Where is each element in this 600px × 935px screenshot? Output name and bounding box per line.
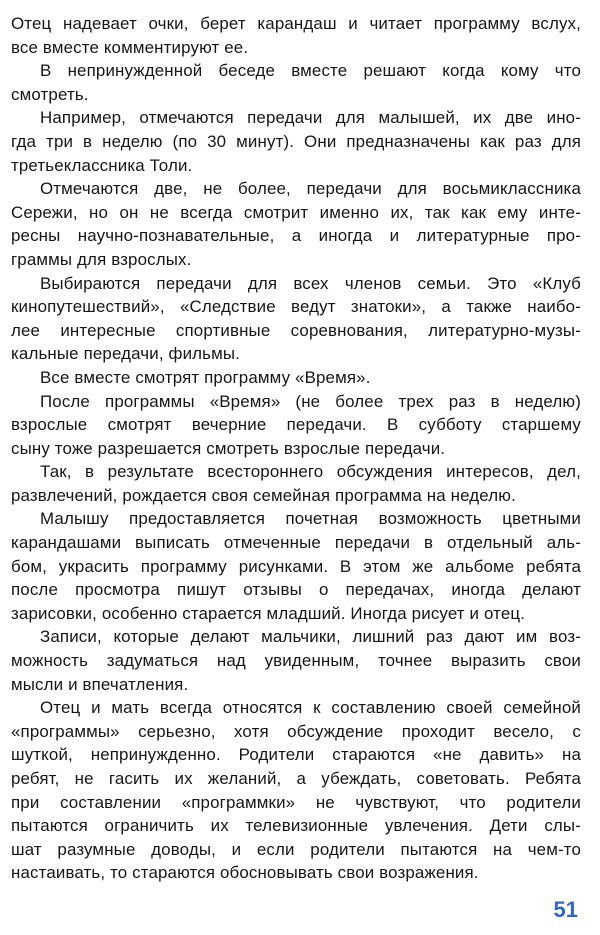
text-line: Отмечаются две, не более, передачи для восьмиклассника — [40, 179, 581, 199]
text-line: граммы для взрослых. — [11, 249, 192, 269]
text-line: смотреть. — [11, 84, 89, 104]
paragraph — [11, 390, 581, 461]
paragraph — [11, 460, 581, 507]
paragraph — [11, 507, 581, 625]
text-line: Записи, которые делают мальчики, лишний раз дают им воз- — [40, 627, 581, 647]
text-line: развлечений, рождается своя семейная программа на неделю. — [11, 485, 516, 505]
text-line: Все вместе смотрят программу «Время». — [40, 367, 371, 387]
text-line: взрослые смотрят вечерние передачи. В субботу старшему — [11, 415, 581, 435]
text-line: все вместе комментируют ее. — [11, 37, 249, 57]
text-line: шуткой, непринужденно. Родители стараются «не давить» на — [11, 745, 581, 765]
text-line: зарисовки, особенно старается младший. Иногда рисует и отец. — [11, 603, 526, 623]
text-line: после просмотра пишут отзывы о передачах, иногда делают — [11, 580, 581, 600]
paragraph — [11, 272, 581, 366]
page-number: 51 — [553, 897, 578, 922]
text-line: Так, в результате всестороннего обсуждения интересов, дел, — [40, 462, 581, 482]
text-line: Выбираются передачи для всех членов семьи. Это «Клуб — [40, 273, 581, 293]
paragraph — [11, 12, 581, 59]
body-text — [11, 12, 581, 885]
text-line: мысли и впечатления. — [11, 674, 189, 694]
text-line: Например, отмечаются передачи для малышей, их две ино- — [40, 108, 581, 128]
paragraph — [11, 177, 581, 271]
text-line: Отец надевает очки, берет карандаш и читает программу вслух, — [11, 14, 581, 33]
text-line: кинопутешествий», «Следствие ведут знатоки», а также наибо- — [11, 297, 581, 317]
text-line: ресны научно-познавательные, а иногда и литературные про- — [11, 226, 581, 246]
paragraph — [11, 106, 581, 177]
paragraph — [11, 625, 581, 696]
paragraph — [11, 696, 581, 885]
text-line: при составлении «программки» не чувствуют, что родители — [11, 792, 581, 812]
text-line: кальные передачи, фильмы. — [11, 344, 241, 364]
text-line: бом, украсить программу рисунками. В этом же альбоме ребята — [11, 556, 581, 576]
text-line: карандашами выписать отмеченные передачи в отдельный аль- — [11, 533, 581, 553]
text-line: ребят, не гасить их желаний, а убеждать, советовать. Ребята — [11, 769, 581, 788]
text-line: гда три в неделю (по 30 минут). Они предназначены как раз для — [11, 131, 581, 151]
text-line: Малышу предоставляется почетная возможность цветными — [40, 509, 581, 529]
text-line: Сережи, но он не всегда смотрит именно их, так как ему инте- — [11, 202, 581, 222]
text-line: После программы «Время» (не более трех раз в неделю) — [40, 391, 581, 411]
paragraph — [11, 59, 581, 106]
text-line: лее интересные спортивные соревнования, литературно-музы- — [11, 320, 581, 340]
text-line: третьеклассника Толи. — [11, 155, 193, 175]
text-line: «программы» серьезно, хотя обсуждение проходит весело, с — [11, 721, 581, 741]
text-line: можность задуматься над увиденным, точнее выразить свои — [11, 651, 581, 671]
text-line: шат разумные доводы, и если родители пытаются на чем-то — [11, 839, 581, 859]
text-line: Отец и мать всегда относятся к составлению своей семейной — [40, 698, 581, 718]
text-line: сыну тоже разрешается смотреть взрослые передачи. — [11, 438, 446, 458]
paragraph — [11, 366, 581, 390]
text-line: В непринужденной беседе вместе решают когда кому что — [40, 61, 581, 81]
text-line: настаивать, то стараются обосновывать свои возражения. — [11, 863, 479, 883]
text-line: пытаются ограничить их телевизионные увлечения. Дети слы- — [11, 816, 581, 836]
